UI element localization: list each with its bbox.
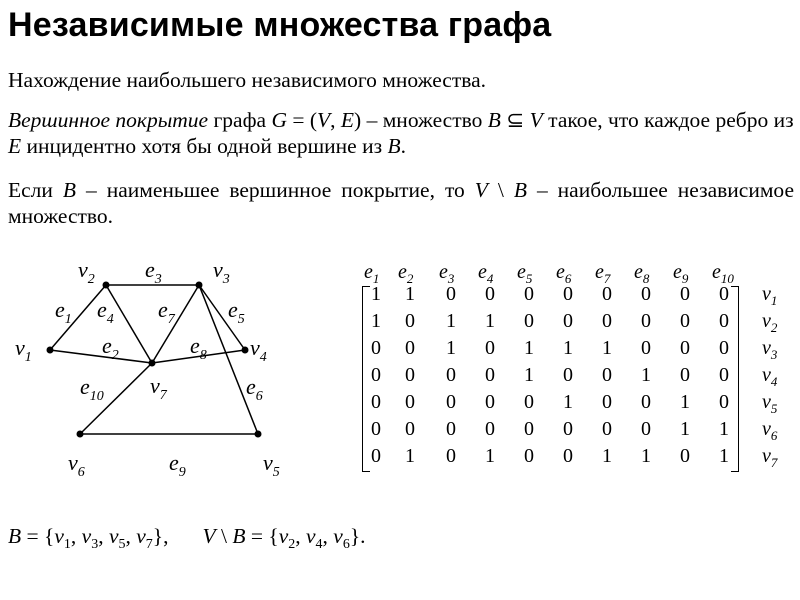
matrix-row-label: $v_6$ <box>762 418 778 443</box>
matrix-cell: 0 <box>485 283 495 305</box>
matrix-cell: 0 <box>641 283 651 305</box>
matrix-cell: 0 <box>719 310 729 332</box>
matrix-cell: 0 <box>485 418 495 440</box>
matrix-cell: 0 <box>485 364 495 386</box>
graph-edge-label: $e_8$ <box>190 333 207 363</box>
vertex-v4 <box>242 347 249 354</box>
matrix-cell: 1 <box>371 283 381 305</box>
matrix-column-header: $e_3$ <box>439 261 455 286</box>
matrix-cell: 0 <box>405 337 415 359</box>
matrix-cell: 1 <box>719 445 729 467</box>
matrix-cell: 0 <box>641 418 651 440</box>
statement-paragraph: Если B – наименьшее вершинное покрытие, то V \ B – наибольшее независимое множество. <box>8 178 794 228</box>
matrix-cell: 0 <box>405 364 415 386</box>
matrix-cell: 0 <box>602 283 612 305</box>
matrix-cell: 0 <box>719 391 729 413</box>
matrix-cell: 1 <box>602 445 612 467</box>
matrix-cell: 0 <box>371 445 381 467</box>
graph-edge-label: $e_{10}$ <box>80 374 104 404</box>
graph-edge-label: $e_3$ <box>145 257 162 287</box>
graph-edge-label: $e_5$ <box>228 297 245 327</box>
matrix-cell: 0 <box>371 418 381 440</box>
matrix-column-header: $e_{10}$ <box>712 261 734 286</box>
matrix-cell: 0 <box>563 445 573 467</box>
matrix-cell: 1 <box>371 310 381 332</box>
matrix-cell: 0 <box>524 418 534 440</box>
matrix-cell: 0 <box>641 337 651 359</box>
graph-vertex-label: $v_3$ <box>213 257 230 287</box>
matrix-column-header: $e_4$ <box>478 261 494 286</box>
matrix-column-header: $e_1$ <box>364 261 380 286</box>
graph-edge-label: $e_1$ <box>55 297 72 327</box>
graph-edge-label: $e_6$ <box>246 374 263 404</box>
vertex-v3 <box>196 282 203 289</box>
matrix-column-header: $e_5$ <box>517 261 533 286</box>
matrix-cell: 1 <box>680 418 690 440</box>
matrix-cell: 0 <box>446 418 456 440</box>
matrix-cell: 0 <box>405 310 415 332</box>
subseteq-symbol: ⊆ <box>500 108 530 132</box>
matrix-row-label: $v_3$ <box>762 337 778 362</box>
matrix-cell: 0 <box>563 364 573 386</box>
definition-paragraph: Вершинное покрытие графа G = (V, E) – множество B ⊆ V такое, что каждое ребро из E инцидентно хотя бы одной вершине из B. <box>8 108 794 158</box>
matrix-cell: 0 <box>405 418 415 440</box>
vertex-v1 <box>47 347 54 354</box>
matrix-cell: 0 <box>602 418 612 440</box>
matrix-cell: 0 <box>446 283 456 305</box>
matrix-cell: 0 <box>524 445 534 467</box>
graph-vertex-label: $v_1$ <box>15 335 32 365</box>
matrix-cell: 1 <box>405 445 415 467</box>
matrix-cell: 1 <box>524 337 534 359</box>
edge-e2 <box>50 350 152 363</box>
matrix-cell: 1 <box>641 445 651 467</box>
graph-vertex-label: $v_7$ <box>150 373 167 403</box>
graph-vertex-label: $v_5$ <box>263 450 280 480</box>
matrix-cell: 0 <box>446 391 456 413</box>
vertex-v2 <box>103 282 110 289</box>
graph-vertex-label: $v_6$ <box>68 450 85 480</box>
matrix-cell: 0 <box>524 283 534 305</box>
matrix-cell: 0 <box>680 364 690 386</box>
matrix-cell: 0 <box>371 391 381 413</box>
definition-term: Вершинное покрытие <box>8 108 209 132</box>
matrix-row-label: $v_1$ <box>762 283 778 308</box>
vertex-v6 <box>77 431 84 438</box>
vertex-v5 <box>255 431 262 438</box>
graph-edge-label: $e_7$ <box>158 297 175 327</box>
graph-edge-label: $e_4$ <box>97 297 114 327</box>
matrix-cell: 0 <box>719 364 729 386</box>
matrix-cell: 1 <box>602 337 612 359</box>
page-title: Независимые множества графа <box>8 6 552 44</box>
result-line: $B = \{v_1$, $v_3$, $v_5$, $v_7$}, V \ $B = \{v_2$, $v_4$, $v_6$}. <box>8 524 366 552</box>
matrix-cell: 0 <box>641 310 651 332</box>
matrix-cell: 0 <box>602 310 612 332</box>
matrix-cell: 0 <box>563 283 573 305</box>
matrix-column-header: $e_8$ <box>634 261 650 286</box>
matrix-cell: 0 <box>563 418 573 440</box>
matrix-cell: 0 <box>446 364 456 386</box>
matrix-cell: 0 <box>719 283 729 305</box>
graph-vertex-label: $v_4$ <box>250 335 267 365</box>
matrix-cell: 1 <box>446 310 456 332</box>
matrix-cell: 1 <box>405 283 415 305</box>
matrix-cell: 0 <box>602 364 612 386</box>
matrix-cell: 1 <box>641 364 651 386</box>
matrix-cell: 0 <box>680 337 690 359</box>
matrix-column-header: $e_9$ <box>673 261 689 286</box>
matrix-cell: 0 <box>446 445 456 467</box>
matrix-cell: 0 <box>641 391 651 413</box>
matrix-cell: 1 <box>446 337 456 359</box>
matrix-cell: 0 <box>405 391 415 413</box>
matrix-cell: 0 <box>485 391 495 413</box>
matrix-cell: 1 <box>563 337 573 359</box>
matrix-cell: 0 <box>524 391 534 413</box>
graph-edge-label: $e_9$ <box>169 450 186 480</box>
graph-vertex-label: $v_2$ <box>78 257 95 287</box>
matrix-cell: 0 <box>371 364 381 386</box>
vertex-v7 <box>149 360 156 367</box>
matrix-cell: 1 <box>485 310 495 332</box>
matrix-cell: 1 <box>563 391 573 413</box>
matrix-cell: 0 <box>719 337 729 359</box>
matrix-cell: 1 <box>485 445 495 467</box>
matrix-cell: 0 <box>563 310 573 332</box>
matrix-cell: 1 <box>524 364 534 386</box>
matrix-column-header: $e_6$ <box>556 261 572 286</box>
matrix-row-label: $v_4$ <box>762 364 778 389</box>
matrix-cell: 0 <box>371 337 381 359</box>
matrix-row-label: $v_5$ <box>762 391 778 416</box>
matrix-cell: 0 <box>680 445 690 467</box>
matrix-cell: 1 <box>719 418 729 440</box>
graph-edge-label: $e_2$ <box>102 333 119 363</box>
matrix-right-bracket <box>731 286 739 472</box>
matrix-column-header: $e_2$ <box>398 261 414 286</box>
matrix-left-bracket <box>362 286 370 472</box>
matrix-cell: 0 <box>602 391 612 413</box>
matrix-cell: 1 <box>680 391 690 413</box>
matrix-row-label: $v_2$ <box>762 310 778 335</box>
matrix-row-label: $v_7$ <box>762 445 778 470</box>
matrix-cell: 0 <box>680 310 690 332</box>
matrix-cell: 0 <box>680 283 690 305</box>
intro-line: Нахождение наибольшего независимого множества. <box>8 68 486 92</box>
matrix-cell: 0 <box>485 337 495 359</box>
matrix-column-header: $e_7$ <box>595 261 611 286</box>
matrix-cell: 0 <box>524 310 534 332</box>
